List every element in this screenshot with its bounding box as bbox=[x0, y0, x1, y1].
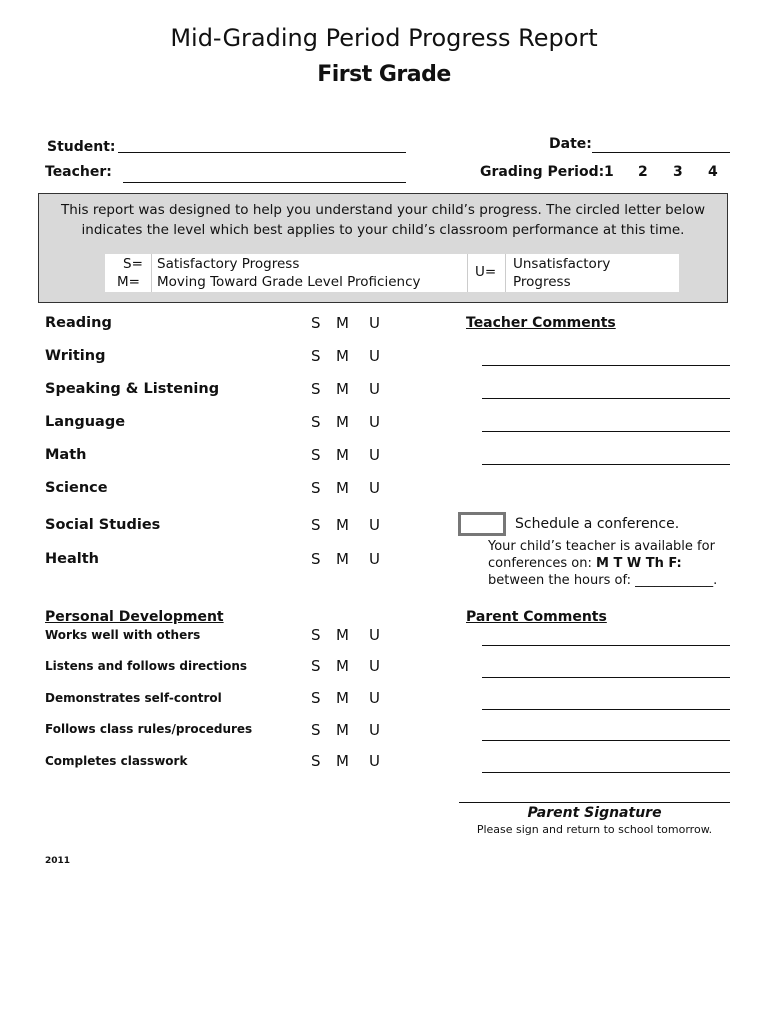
date-field[interactable] bbox=[592, 152, 730, 153]
grade-title: First Grade bbox=[317, 62, 451, 87]
pd-item-listens: Listens and follows directions bbox=[45, 659, 248, 673]
conference-hours: between the hours of: ____________. bbox=[488, 573, 718, 588]
legend-m-text: Moving Toward Grade Level Proficiency bbox=[157, 274, 421, 290]
rating-m[interactable]: M bbox=[336, 446, 349, 464]
grading-period-4[interactable]: 4 bbox=[708, 164, 718, 180]
rating-m[interactable]: M bbox=[336, 752, 349, 770]
rating-s[interactable]: S bbox=[311, 752, 321, 770]
report-title: Mid-Grading Period Progress Report bbox=[170, 24, 598, 52]
rating-u[interactable]: U bbox=[369, 380, 380, 398]
rating-u[interactable]: U bbox=[369, 413, 380, 431]
teacher-label: Teacher: bbox=[45, 164, 112, 180]
rating-m[interactable]: M bbox=[336, 550, 349, 568]
rating-s[interactable]: S bbox=[311, 413, 321, 431]
subject-speaking-listening: Speaking & Listening bbox=[45, 381, 220, 397]
legend-divider bbox=[467, 254, 468, 292]
grading-period-2[interactable]: 2 bbox=[638, 164, 648, 180]
legend-s-key: S= bbox=[123, 256, 143, 272]
rating-m[interactable]: M bbox=[336, 314, 349, 332]
schedule-conference-checkbox[interactable] bbox=[458, 512, 506, 536]
student-field[interactable] bbox=[118, 152, 406, 153]
rating-u[interactable]: U bbox=[369, 446, 380, 464]
schedule-conference-label: Schedule a conference. bbox=[515, 516, 680, 532]
legend-u-text-line2: Progress bbox=[513, 274, 571, 290]
conference-days-prefix: conferences on: bbox=[488, 556, 592, 571]
parent-signature-label: Parent Signature bbox=[527, 805, 662, 821]
pd-item-classwork: Completes classwork bbox=[45, 754, 188, 768]
signature-instruction: Please sign and return to school tomorrow. bbox=[476, 823, 713, 836]
rating-m[interactable]: M bbox=[336, 413, 349, 431]
rating-m[interactable]: M bbox=[336, 380, 349, 398]
teacher-field[interactable] bbox=[123, 182, 406, 183]
rating-u[interactable]: U bbox=[369, 550, 380, 568]
rating-m[interactable]: M bbox=[336, 479, 349, 497]
parent-comment-line[interactable] bbox=[482, 772, 730, 773]
legend-intro-line1: This report was designed to help you understand your child’s progress. The circled letter below bbox=[60, 202, 705, 218]
student-label: Student: bbox=[47, 139, 116, 155]
rating-s[interactable]: S bbox=[311, 689, 321, 707]
subject-language: Language bbox=[45, 414, 126, 430]
subject-health: Health bbox=[45, 551, 99, 567]
subject-social-studies: Social Studies bbox=[45, 517, 161, 533]
rating-s[interactable]: S bbox=[311, 347, 321, 365]
parent-signature-line[interactable] bbox=[459, 802, 730, 803]
rating-s[interactable]: S bbox=[311, 626, 321, 644]
legend-intro bbox=[59, 200, 707, 240]
rating-m[interactable]: M bbox=[336, 626, 349, 644]
rating-u[interactable]: U bbox=[369, 657, 380, 675]
rating-s[interactable]: S bbox=[311, 314, 321, 332]
legend-box bbox=[38, 193, 728, 303]
rating-m[interactable]: M bbox=[336, 516, 349, 534]
teacher-comments-heading: Teacher Comments bbox=[466, 315, 616, 331]
teacher-comment-line[interactable] bbox=[482, 431, 730, 432]
rating-s[interactable]: S bbox=[311, 446, 321, 464]
legend-u-text-line1: Unsatisfactory bbox=[513, 256, 611, 272]
pd-item-class-rules: Follows class rules/procedures bbox=[45, 722, 253, 736]
grading-period-3[interactable]: 3 bbox=[673, 164, 683, 180]
rating-m[interactable]: M bbox=[336, 721, 349, 739]
rating-m[interactable]: M bbox=[336, 689, 349, 707]
parent-comment-line[interactable] bbox=[482, 709, 730, 710]
parent-comment-line[interactable] bbox=[482, 677, 730, 678]
grading-period-1[interactable]: 1 bbox=[604, 164, 614, 180]
conference-days: M T W Th F: bbox=[595, 556, 682, 571]
rating-u[interactable]: U bbox=[369, 314, 380, 332]
conference-availability-line1: Your child’s teacher is available for bbox=[488, 539, 715, 554]
rating-u[interactable]: U bbox=[369, 347, 380, 365]
rating-s[interactable]: S bbox=[311, 380, 321, 398]
rating-s[interactable]: S bbox=[311, 550, 321, 568]
parent-comment-line[interactable] bbox=[482, 645, 730, 646]
rating-u[interactable]: U bbox=[369, 752, 380, 770]
legend-u-key: U= bbox=[475, 264, 497, 280]
rating-s[interactable]: S bbox=[311, 721, 321, 739]
rating-u[interactable]: U bbox=[369, 626, 380, 644]
footer-year: 2011 bbox=[45, 856, 71, 866]
legend-s-text: Satisfactory Progress bbox=[157, 256, 300, 272]
legend-key-table bbox=[105, 254, 679, 292]
rating-u[interactable]: U bbox=[369, 479, 380, 497]
rating-m[interactable]: M bbox=[336, 657, 349, 675]
teacher-comment-line[interactable] bbox=[482, 398, 730, 399]
parent-comments-heading: Parent Comments bbox=[466, 609, 607, 625]
legend-m-key: M= bbox=[117, 274, 140, 290]
parent-comment-line[interactable] bbox=[482, 740, 730, 741]
subject-science: Science bbox=[45, 480, 108, 496]
legend-intro-line2: indicates the level which best applies to your child’s classroom performance at this time. bbox=[81, 222, 685, 238]
legend-divider bbox=[505, 254, 506, 292]
teacher-comment-line[interactable] bbox=[482, 365, 730, 366]
rating-u[interactable]: U bbox=[369, 721, 380, 739]
teacher-comment-line[interactable] bbox=[482, 464, 730, 465]
rating-s[interactable]: S bbox=[311, 479, 321, 497]
subject-math: Math bbox=[45, 447, 87, 463]
pd-item-self-control: Demonstrates self-control bbox=[45, 691, 222, 705]
rating-s[interactable]: S bbox=[311, 657, 321, 675]
legend-divider bbox=[151, 254, 152, 292]
personal-development-heading: Personal Development bbox=[45, 609, 224, 625]
rating-u[interactable]: U bbox=[369, 516, 380, 534]
date-label: Date: bbox=[549, 136, 592, 152]
rating-u[interactable]: U bbox=[369, 689, 380, 707]
rating-m[interactable]: M bbox=[336, 347, 349, 365]
grading-period-label: Grading Period: bbox=[480, 164, 605, 180]
subject-reading: Reading bbox=[45, 315, 112, 331]
subject-writing: Writing bbox=[45, 348, 106, 364]
conference-availability-line2 bbox=[488, 555, 682, 572]
rating-s[interactable]: S bbox=[311, 516, 321, 534]
pd-item-works-well: Works well with others bbox=[45, 628, 201, 642]
